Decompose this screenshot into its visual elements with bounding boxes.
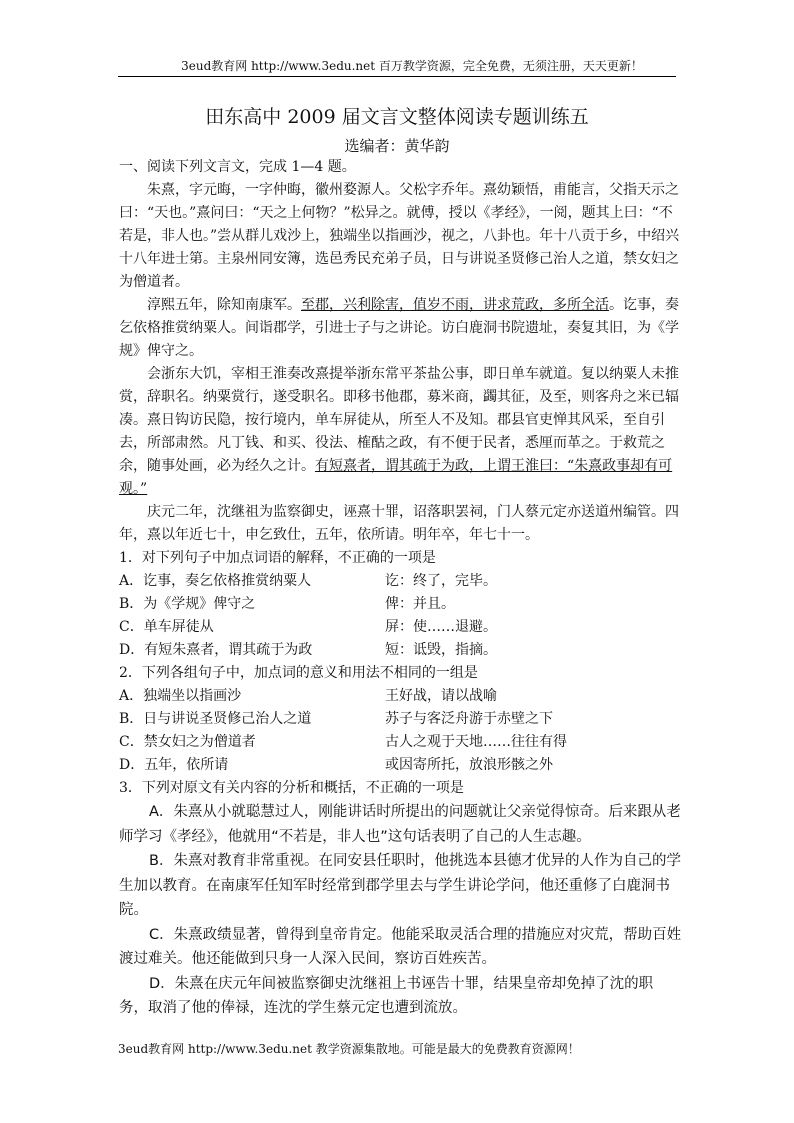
- question-3-option-b: B．朱熹对教育非常重视。在同安县任职时，他挑选本县德才优异的人作为自己的学生加以教育。在南康军任知军时经常到郡学里去与学生讲论学问，他还重修了白鹿洞书院。: [119, 853, 681, 918]
- option-label: A．讫事，奏乞依格推赏纳粟人: [119, 573, 312, 589]
- option-note: 或因寄所托，放浪形骸之外: [385, 757, 553, 773]
- question-3-stem: 3．下列对原文有关内容的分析和概括，不正确的一项是: [119, 780, 464, 796]
- question-1-option-c: [119, 616, 682, 639]
- question-2-option-a: [119, 685, 682, 708]
- passage-paragraph-4: 庆元二年，沈继祖为监察御史，诬熹十罪，诏落职罢祠，门人蔡元定亦送道州编管。四年，熹以年近七十，申乞致仕，五年，依所请。明年卒，年七十一。: [119, 504, 679, 543]
- option-label: B．为《学规》俾守之: [119, 596, 256, 612]
- option-label: C．单车屏徒从: [119, 619, 214, 635]
- passage-paragraph-3: [119, 363, 682, 501]
- passage-paragraph-1: 朱熹，字元晦，一字仲晦，徽州婺源人。父松字乔年。熹幼颖悟，甫能言，父指天示之曰：“天也。”熹问曰：“天之上何物？”松异之。就傅，授以《孝经》，一阅，题其上曰：“不若是，非人也。”尝从群儿戏沙上，独端坐以指画沙，视之，八卦也。年十八贡于乡，中绍兴十八年进士第。主泉州同安簿，选邑秀民充弟子员，日与讲说圣贤修己治人之道，禁女妇之为僧道者。: [119, 182, 680, 290]
- passage-text: 。讫事，奏乞依格推赏纳粟人。间诣郡学，引进士子与之讲论。访白鹿洞书院遗址，奏复其旧，为《学规》俾守之。: [119, 297, 679, 359]
- question-1-stem: 1．对下列句子中加点词语的解释，不正确的一项是: [119, 550, 436, 566]
- document-title: 田东高中 2009 届文言文整体阅读专题训练五: [205, 106, 589, 128]
- option-label: D．有短朱熹者，谓其疏于为政: [119, 642, 313, 658]
- question-3-option-d: D．朱熹在庆元年间被监察御史沈继祖上书诬告十罪，结果皇帝却免掉了沈的职务，取消了他的俸禄，连沈的学生蔡元定也遭到流放。: [119, 975, 654, 1016]
- instruction: 一、阅读下列文言文，完成 1—4 题。: [119, 159, 356, 175]
- question-2-option-b: [119, 708, 682, 731]
- option-note: 苏子与客泛舟游于赤壁之下: [385, 711, 553, 727]
- passage-text: 淳熙五年，除知南康军。: [147, 297, 301, 313]
- passage-paragraph-2: [119, 294, 682, 363]
- document-body: [119, 156, 682, 1021]
- page-footer: 3eud教育网 http://www.3edu.net 教学资源集散地。可能是最大的免费教育资源网！: [118, 1042, 580, 1056]
- question-2-option-c: [119, 731, 682, 754]
- option-note: 俾：并且。: [385, 596, 455, 612]
- underlined-sentence: 至郡，兴利除害，值岁不雨，讲求荒政，多所全活: [301, 297, 609, 313]
- header-divider: [118, 76, 676, 77]
- option-label: C．禁女妇之为僧道者: [119, 734, 256, 750]
- question-1-option-b: [119, 593, 682, 616]
- question-3-options: [119, 800, 682, 1021]
- question-3-option-c: C．朱熹政绩显著，曾得到皇帝肯定。他能采取灵活合理的措施应对灾荒，帮助百姓渡过难关。他还能做到只身一人深入民间，察访百姓疾苦。: [119, 926, 682, 967]
- editor-line: 选编者：黄华韵: [344, 137, 450, 155]
- option-note: 屏：使……退避。: [385, 619, 497, 635]
- passage-text: 会浙东大饥，宰相王淮奏改熹提举浙东常平茶盐公事，即日单车就道。复以纳粟人未推赏，辞职名。纳粟赏行，遂受职名。即移书他郡，募米商，蠲其征，及至，则客舟之米已辐凑。熹日钩访民隐，按行境内，单车屏徒从，所至人不及知。郡县官吏惮其风采，至自引去，所部肃然。凡丁钱、和买、役法、榷酤之政，有不便于民者，悉厘而革之。于救荒之余，随事处画，必为经久之计。: [119, 366, 679, 474]
- option-label: A．独端坐以指画沙: [119, 688, 242, 704]
- underlined-sentence: 有短熹者，谓其疏于为政，上谓王淮曰：“朱熹政事却有可观。”: [119, 458, 673, 497]
- question-2-stem: 2．下列各组句子中，加点词的意义和用法不相同的一组是: [119, 665, 478, 681]
- question-2-option-d: [119, 754, 682, 777]
- option-note: 讫：终了，完毕。: [385, 573, 497, 589]
- page-header: 3eud教育网 http://www.3edu.net 百万教学资源，完全免费，无须注册，天天更新！: [181, 59, 643, 73]
- option-label: D．五年，依所请: [119, 757, 229, 773]
- question-3-option-a: A．朱熹从小就聪慧过人，刚能讲话时所提出的问题就让父亲觉得惊奇。后来跟从老师学习《孝经》，他就用“不若是，非人也”这句话表明了自己的人生志趣。: [119, 804, 681, 845]
- option-note: 古人之观于天地……往往有得: [385, 734, 567, 750]
- option-label: B．日与讲说圣贤修己治人之道: [119, 711, 312, 727]
- question-1-option-a: [119, 570, 682, 593]
- option-note: 王好战，请以战喻: [385, 688, 497, 704]
- question-1-option-d: [119, 639, 682, 662]
- option-note: 短：诋毁，指摘。: [385, 642, 497, 658]
